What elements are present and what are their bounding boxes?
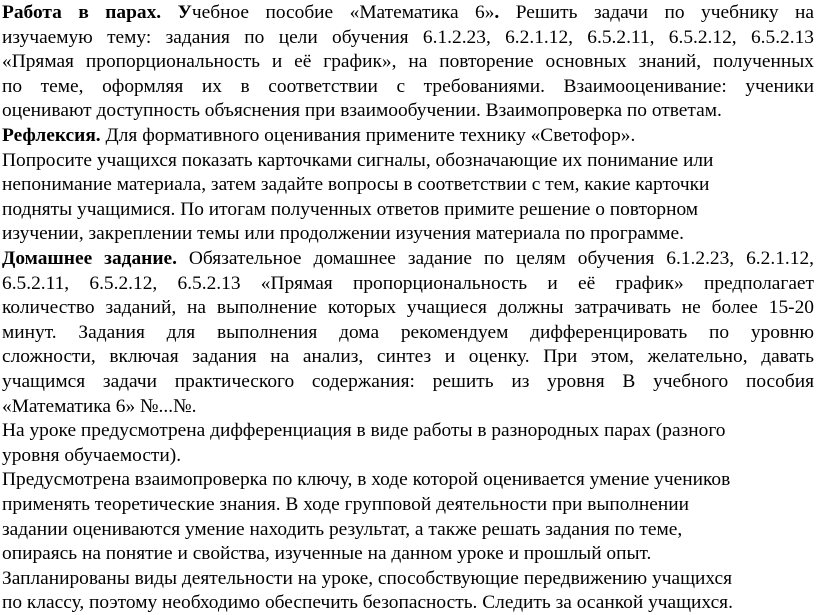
line-text: минут. Задания для выполнения дома рекомендуем дифференцировать по уровню [2, 321, 814, 343]
text-line [2, 222, 814, 246]
line-text: На уроке предусмотрена дифференциация в виде работы в разнородных парах (разного [2, 420, 726, 442]
bold-heading: Рефлексия. [2, 125, 101, 146]
bold-heading: У [177, 2, 192, 23]
text-line [2, 345, 814, 369]
line-text: 6.5.2.11, 6.5.2.12, 6.5.2.13 «Прямая пропорциональность и её график» предполагает [2, 272, 814, 294]
text-line [2, 296, 814, 320]
text-line [2, 247, 814, 271]
text-line [2, 149, 814, 173]
line-text: применять теоретические знания. В ходе групповой деятельности при выполнении [2, 494, 690, 515]
text-line [2, 75, 814, 99]
line-text: Обязательное домашнее задание по целям обучения 6.1.2.23, 6.2.1.12, [176, 248, 814, 269]
text-line [2, 493, 814, 517]
line-text: оценивают доступность объяснения при взаимообучении. Взаимопроверка по ответам. [2, 100, 722, 122]
line-text: по теме, оформляя их в соответствии с требованиями. Взаимооценивание: ученики [2, 75, 814, 97]
line-text: сложности, включая задания на анализ, синтез и оценку. При этом, желательно, давать [2, 346, 814, 368]
text-line [2, 395, 814, 419]
line-text: учащимся задачи практического содержания: решить из уровня В учебного пособия [2, 371, 814, 392]
text-line [2, 1, 814, 25]
bold-heading: Домашнее задание. [2, 248, 177, 269]
line-text: изучении, закреплении темы или продолжении изучения материала по программе. [2, 223, 685, 245]
text-line [2, 542, 814, 566]
text-line [2, 50, 814, 74]
line-text: изучаемую тему: задания по цели обучения 6.1.2.23, 6.2.1.12, 6.5.2.11, 6.5.2.12, 6.5.2.13 [2, 26, 814, 48]
text-line [2, 567, 814, 591]
line-text: Попросите учащихся показать карточками сигналы, обозначающие их понимание или [2, 149, 714, 171]
text-line [2, 272, 814, 296]
text-line [2, 419, 814, 443]
text-line [2, 321, 814, 345]
text-line [2, 26, 814, 50]
line-text: «Математика 6» №...№. [2, 395, 197, 417]
line-text: «Прямая пропорциональность и её график», на повторение основных знаний, полученных [2, 51, 814, 73]
text-line [2, 518, 814, 542]
line-text: Предусмотрена взаимопроверка по ключу, в ходе которой оценивается умение учеников [2, 469, 731, 491]
line-text: чебное пособие «Математика 6» [191, 2, 495, 23]
line-text: задании оцениваются умение находить результат, а также решать задания по теме, [2, 518, 683, 540]
line-text: опираясь на понятие и свойства, изученные на данном уроке и прошлый опыт. [2, 543, 652, 565]
bold-heading: Работа в парах. [2, 2, 162, 23]
line-text: количество заданий, на выполнение которых учащиеся должны затрачивать не более 15-20 [2, 297, 814, 319]
text-line [2, 444, 814, 468]
line-text: Запланированы виды деятельности на уроке, способствующие передвижению учащихся [2, 567, 733, 589]
line-text: подняты учащимися. По итогам полученных ответов примите решение о повторном [2, 198, 699, 220]
bold-heading: . [494, 2, 500, 23]
line-text: Для формативного оценивания примените технику «Светофор». [100, 125, 636, 146]
text-line [2, 370, 814, 394]
text-line [2, 468, 814, 492]
line-text: Решить задачи по учебнику на [499, 2, 814, 23]
text-line [2, 124, 814, 148]
line-text [161, 2, 177, 23]
text-line [2, 99, 814, 123]
text-line [2, 198, 814, 222]
text-line [2, 173, 814, 197]
text-line [2, 591, 814, 615]
line-text: уровня обучаемости). [2, 444, 182, 466]
line-text: по классу, поэтому необходимо обеспечить безопасность. Следить за осанкой учащихся. [2, 592, 733, 614]
line-text: непонимание материала, затем задайте вопросы в соответствии с тем, какие карточки [2, 174, 710, 196]
